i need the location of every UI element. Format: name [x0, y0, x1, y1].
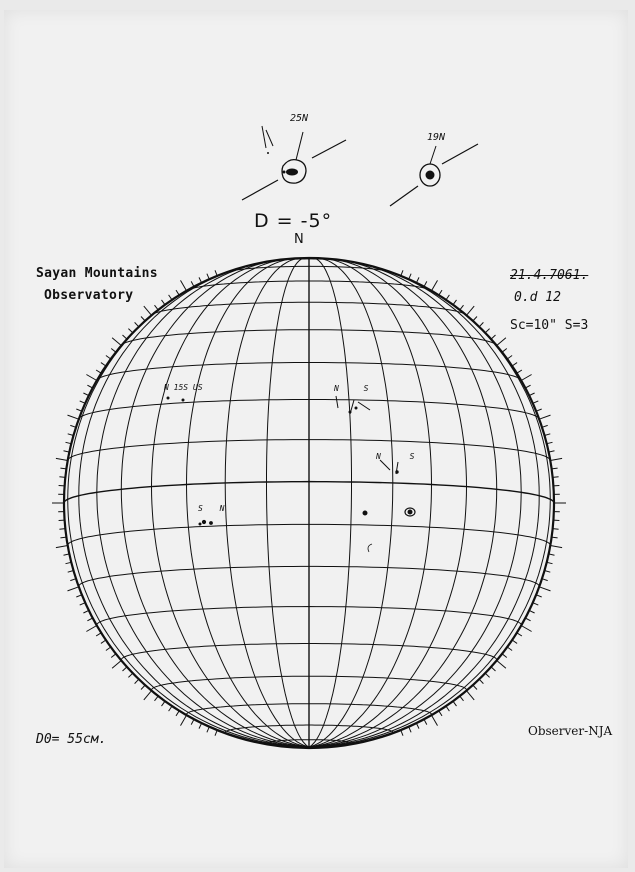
limb-tick	[401, 270, 403, 276]
limb-tick	[550, 546, 562, 548]
limb-tick	[141, 317, 145, 321]
limb-tick	[446, 706, 449, 711]
limb-tick	[141, 685, 145, 689]
group-label-19n: 19N	[427, 132, 446, 143]
limb-tick	[80, 401, 86, 403]
limb-tick	[76, 595, 82, 597]
group-label-25n: 25N	[290, 113, 309, 124]
limb-tick	[96, 370, 101, 373]
limb-tick	[68, 415, 79, 419]
limb-tick	[446, 295, 449, 300]
limb-tick	[83, 610, 88, 613]
limb-tick	[439, 290, 442, 295]
disk-annotation-1: N 15S US	[164, 383, 203, 392]
observation-date-correction: 61	[564, 268, 581, 283]
limb-tick	[416, 277, 419, 282]
limb-tick	[59, 477, 65, 478]
limb-tick	[207, 274, 209, 280]
limb-tick	[128, 329, 132, 333]
limb-tick	[453, 300, 457, 305]
limb-tick	[144, 691, 152, 700]
limb-tick	[169, 295, 172, 300]
observation-time: 0.d 12	[514, 290, 561, 305]
limb-tick	[155, 305, 159, 310]
limb-tick	[162, 701, 166, 706]
limb-tick	[553, 477, 559, 478]
limb-tick	[80, 603, 86, 605]
limb-tick	[111, 654, 116, 658]
limb-tick	[502, 349, 507, 353]
sunspot-group-19n-detail	[390, 144, 478, 206]
limb-tick	[68, 587, 79, 591]
limb-tick	[539, 587, 550, 591]
limb-tick	[539, 415, 550, 419]
limb-tick	[479, 679, 483, 683]
limb-tick	[502, 654, 507, 658]
limb-tick	[424, 281, 427, 286]
limb-tick	[86, 375, 96, 381]
limb-tick	[409, 274, 411, 280]
limb-tick	[106, 647, 111, 651]
limb-tick	[507, 356, 512, 360]
limb-tick	[66, 442, 72, 443]
limb-tick	[521, 375, 531, 381]
limb-tick	[401, 730, 403, 736]
limb-tick	[416, 723, 419, 728]
observatory-name-line2: Observatory	[44, 288, 134, 303]
limb-tick	[155, 696, 159, 701]
longitude-line	[267, 258, 310, 747]
observation-date: 21.4.7061.	[510, 268, 589, 283]
limb-tick	[215, 270, 217, 276]
limb-tick	[76, 409, 82, 411]
limb-tick	[135, 679, 139, 683]
longitude-line	[309, 259, 467, 747]
limb-tick	[467, 306, 475, 315]
limb-tick	[87, 385, 92, 388]
limb-tick	[439, 711, 442, 716]
limb-tick	[199, 277, 202, 282]
limb-tick	[460, 696, 464, 701]
limb-tick	[497, 338, 506, 346]
limb-tick	[550, 458, 562, 460]
limb-tick	[181, 280, 187, 290]
limb-tick	[162, 300, 166, 305]
declination-label: D = -5°	[254, 210, 333, 232]
disk-sunspots	[167, 396, 415, 552]
limb-tick	[409, 727, 411, 733]
limb-tick	[176, 711, 179, 716]
limb-tick	[123, 335, 127, 339]
disk-annotation-4: S N	[198, 504, 231, 513]
longitude-line	[309, 261, 521, 747]
limb-tick	[59, 529, 65, 530]
limb-tick	[83, 393, 88, 396]
limb-tick	[128, 673, 132, 677]
north-marker: N	[294, 232, 304, 247]
limb-tick	[536, 595, 542, 597]
disk-annotation-3: N S	[376, 452, 427, 461]
longitude-line	[309, 258, 432, 747]
observer-name: Observer-NJA	[528, 724, 613, 738]
limb-tick	[181, 715, 187, 725]
limb-tick	[191, 281, 194, 286]
limb-tick	[473, 317, 477, 321]
limb-tick	[536, 409, 542, 411]
limb-tick	[525, 618, 530, 621]
limb-tick	[512, 363, 517, 366]
limb-tick	[467, 691, 475, 700]
limb-tick	[112, 661, 121, 669]
limb-tick	[517, 633, 522, 636]
limb-tick	[529, 610, 534, 613]
limb-tick	[56, 546, 68, 548]
limb-tick	[96, 633, 101, 636]
limb-tick	[517, 370, 522, 373]
limb-tick	[144, 306, 152, 315]
limb-tick	[553, 529, 559, 530]
scale-note: Sc=10" S=3	[510, 318, 589, 333]
limb-tick	[432, 280, 438, 290]
observatory-name-line1: Sayan Mountains	[36, 266, 158, 281]
limb-tick	[87, 618, 92, 621]
limb-tick	[123, 667, 127, 671]
observation-date-value: 21.4.70	[510, 268, 565, 283]
limb-tick	[101, 640, 106, 643]
limb-tick	[86, 626, 96, 632]
limb-tick	[512, 640, 517, 643]
disk-annotation-2: N S	[334, 384, 379, 393]
limb-tick	[479, 322, 483, 326]
limb-tick	[169, 706, 172, 711]
limb-tick	[473, 685, 477, 689]
limb-tick	[215, 730, 217, 736]
limb-tick	[112, 338, 121, 346]
limb-tick	[529, 393, 534, 396]
sunspot-group-25n-detail	[242, 126, 346, 200]
limb-tick	[56, 458, 68, 460]
limb-tick	[135, 322, 139, 326]
limb-tick	[199, 723, 202, 728]
limb-tick	[491, 335, 495, 339]
limb-tick	[547, 442, 553, 443]
limb-tick	[66, 562, 72, 563]
limb-tick	[111, 349, 116, 353]
limb-tick	[106, 356, 111, 360]
limb-tick	[176, 290, 179, 295]
limb-tick	[485, 673, 489, 677]
longitude-line	[309, 258, 352, 747]
limb-tick	[547, 562, 553, 563]
disk-diameter-note: D0= 55cм.	[36, 732, 107, 747]
limb-tick	[207, 727, 209, 733]
limb-tick	[453, 701, 457, 706]
limb-tick	[533, 401, 539, 403]
limb-tick	[491, 667, 495, 671]
limb-tick	[507, 647, 512, 651]
limb-tick	[432, 715, 438, 725]
limb-tick	[521, 626, 531, 632]
longitude-line	[187, 258, 310, 747]
limb-tick	[497, 661, 506, 669]
limb-tick	[191, 719, 194, 724]
limb-tick	[101, 363, 106, 366]
limb-tick	[424, 719, 427, 724]
limb-tick	[485, 329, 489, 333]
limb-tick	[525, 385, 530, 388]
limb-tick	[533, 603, 539, 605]
limb-tick	[460, 305, 464, 310]
